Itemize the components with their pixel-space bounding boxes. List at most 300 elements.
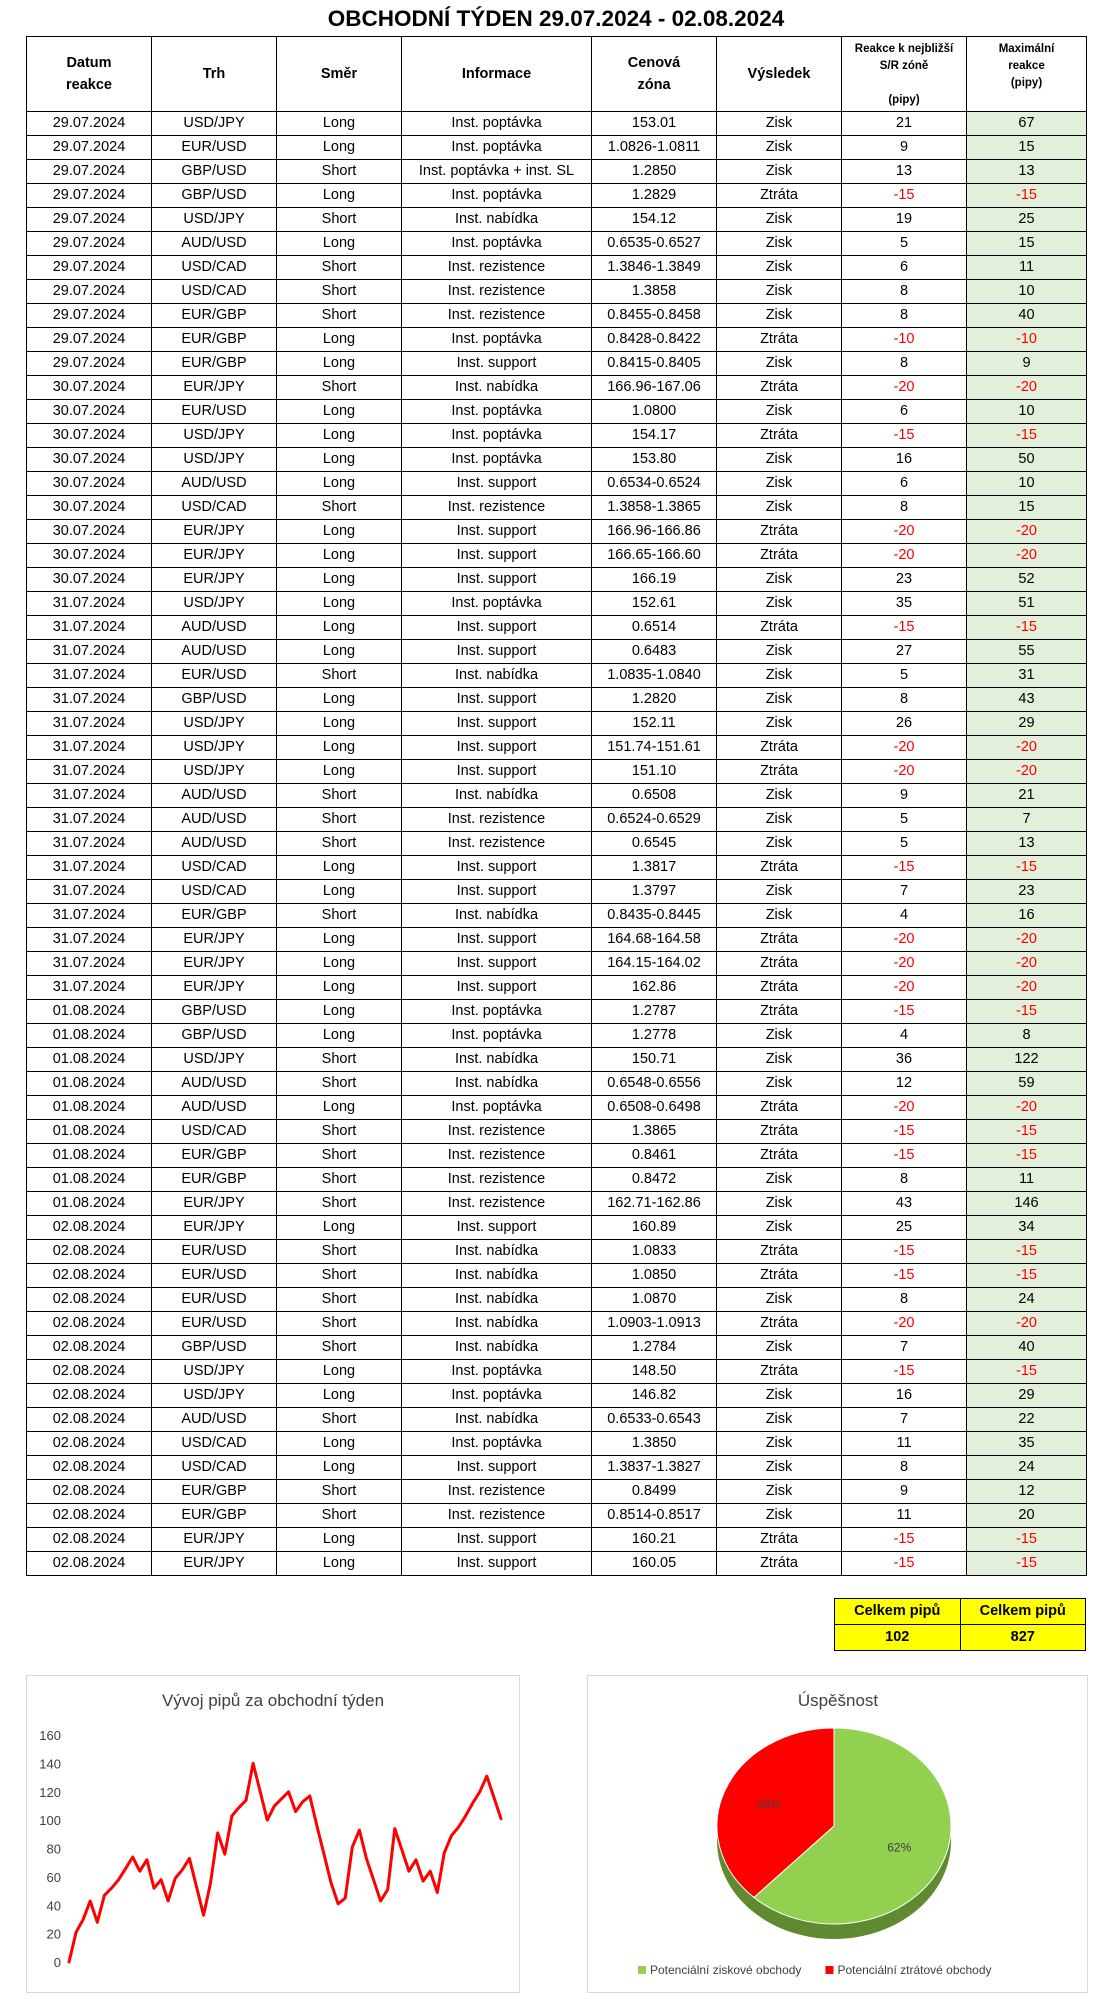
cell-date: 29.07.2024 bbox=[27, 328, 152, 352]
cell-date: 31.07.2024 bbox=[27, 616, 152, 640]
cell-direction: Long bbox=[277, 448, 402, 472]
cell-result: Zisk bbox=[717, 1408, 842, 1432]
cell-max-reaction: 15 bbox=[967, 232, 1087, 256]
cell-date: 29.07.2024 bbox=[27, 136, 152, 160]
cell-result: Ztráta bbox=[717, 1360, 842, 1384]
cell-pair: USD/JPY bbox=[152, 712, 277, 736]
cell-info: Inst. rezistence bbox=[402, 304, 592, 328]
cell-info: Inst. poptávka bbox=[402, 184, 592, 208]
cell-info: Inst. support bbox=[402, 952, 592, 976]
cell-max-reaction: -15 bbox=[967, 1000, 1087, 1024]
cell-zone: 1.0850 bbox=[592, 1264, 717, 1288]
cell-date: 29.07.2024 bbox=[27, 232, 152, 256]
cell-pair: EUR/JPY bbox=[152, 520, 277, 544]
cell-max-reaction: 8 bbox=[967, 1024, 1087, 1048]
cell-max-reaction: 43 bbox=[967, 688, 1087, 712]
cell-pair: USD/JPY bbox=[152, 592, 277, 616]
cell-result: Zisk bbox=[717, 160, 842, 184]
line-chart-title: Vývoj pipů za obchodní týden bbox=[161, 1691, 385, 1710]
cell-direction: Long bbox=[277, 856, 402, 880]
cell-zone: 1.2787 bbox=[592, 1000, 717, 1024]
cell-result: Zisk bbox=[717, 592, 842, 616]
cell-pair: EUR/USD bbox=[152, 664, 277, 688]
cell-info: Inst. poptávka bbox=[402, 1096, 592, 1120]
cell-info: Inst. support bbox=[402, 976, 592, 1000]
table-row bbox=[27, 712, 1087, 736]
table-row bbox=[27, 1288, 1087, 1312]
cell-date: 02.08.2024 bbox=[27, 1552, 152, 1576]
table-row bbox=[27, 832, 1087, 856]
cell-direction: Short bbox=[277, 376, 402, 400]
cell-max-reaction: -15 bbox=[967, 1120, 1087, 1144]
table-body bbox=[27, 112, 1087, 1576]
cell-date: 01.08.2024 bbox=[27, 1024, 152, 1048]
cell-date: 29.07.2024 bbox=[27, 352, 152, 376]
cell-pair: AUD/USD bbox=[152, 1096, 277, 1120]
cell-pair: EUR/GBP bbox=[152, 1144, 277, 1168]
table-row bbox=[27, 760, 1087, 784]
cell-zone: 1.3846-1.3849 bbox=[592, 256, 717, 280]
cell-info: Inst. poptávka bbox=[402, 1024, 592, 1048]
table-row bbox=[27, 544, 1087, 568]
cell-direction: Long bbox=[277, 352, 402, 376]
cell-direction: Long bbox=[277, 640, 402, 664]
cell-direction: Short bbox=[277, 1408, 402, 1432]
cell-direction: Long bbox=[277, 976, 402, 1000]
cell-info: Inst. support bbox=[402, 856, 592, 880]
cell-direction: Short bbox=[277, 832, 402, 856]
cell-date: 30.07.2024 bbox=[27, 424, 152, 448]
cell-pair: EUR/GBP bbox=[152, 352, 277, 376]
cell-info: Inst. support bbox=[402, 1456, 592, 1480]
table-row bbox=[27, 1456, 1087, 1480]
cell-pair: AUD/USD bbox=[152, 1072, 277, 1096]
cell-pair: EUR/USD bbox=[152, 1312, 277, 1336]
cell-date: 31.07.2024 bbox=[27, 952, 152, 976]
cell-date: 01.08.2024 bbox=[27, 1048, 152, 1072]
cell-max-reaction: -20 bbox=[967, 376, 1087, 400]
cell-zone: 1.2778 bbox=[592, 1024, 717, 1048]
cell-result: Ztráta bbox=[717, 424, 842, 448]
cell-reaction: 6 bbox=[842, 256, 967, 280]
cell-direction: Long bbox=[277, 520, 402, 544]
cell-direction: Short bbox=[277, 1168, 402, 1192]
cell-reaction: 36 bbox=[842, 1048, 967, 1072]
cell-pair: GBP/USD bbox=[152, 1336, 277, 1360]
cell-direction: Short bbox=[277, 304, 402, 328]
cell-date: 30.07.2024 bbox=[27, 496, 152, 520]
cell-max-reaction: 52 bbox=[967, 568, 1087, 592]
cell-date: 31.07.2024 bbox=[27, 712, 152, 736]
cell-result: Ztráta bbox=[717, 520, 842, 544]
cell-zone: 0.8415-0.8405 bbox=[592, 352, 717, 376]
table-row bbox=[27, 304, 1087, 328]
cell-date: 31.07.2024 bbox=[27, 664, 152, 688]
cell-direction: Long bbox=[277, 1360, 402, 1384]
cell-max-reaction: -15 bbox=[967, 856, 1087, 880]
cell-reaction: -20 bbox=[842, 376, 967, 400]
cell-reaction: 25 bbox=[842, 1216, 967, 1240]
total-reaction-label: Celkem pipů bbox=[835, 1599, 961, 1625]
cell-pair: AUD/USD bbox=[152, 472, 277, 496]
cell-pair: USD/CAD bbox=[152, 1432, 277, 1456]
cell-max-reaction: -15 bbox=[967, 184, 1087, 208]
cell-zone: 0.8472 bbox=[592, 1168, 717, 1192]
cell-pair: USD/JPY bbox=[152, 208, 277, 232]
total-max-value: 827 bbox=[960, 1625, 1086, 1651]
cell-zone: 151.74-151.61 bbox=[592, 736, 717, 760]
cell-pair: EUR/USD bbox=[152, 1288, 277, 1312]
table-row bbox=[27, 328, 1087, 352]
cell-result: Zisk bbox=[717, 784, 842, 808]
cell-max-reaction: -20 bbox=[967, 760, 1087, 784]
cell-direction: Long bbox=[277, 232, 402, 256]
table-row bbox=[27, 952, 1087, 976]
table-row bbox=[27, 928, 1087, 952]
cell-reaction: 6 bbox=[842, 400, 967, 424]
cell-max-reaction: 15 bbox=[967, 136, 1087, 160]
cell-date: 02.08.2024 bbox=[27, 1456, 152, 1480]
table-row bbox=[27, 664, 1087, 688]
cell-pair: GBP/USD bbox=[152, 160, 277, 184]
cell-date: 30.07.2024 bbox=[27, 376, 152, 400]
cell-reaction: 16 bbox=[842, 1384, 967, 1408]
cell-max-reaction: 15 bbox=[967, 496, 1087, 520]
table-row bbox=[27, 976, 1087, 1000]
cell-reaction: 5 bbox=[842, 808, 967, 832]
cell-date: 02.08.2024 bbox=[27, 1480, 152, 1504]
cell-info: Inst. support bbox=[402, 712, 592, 736]
cell-direction: Long bbox=[277, 1552, 402, 1576]
cell-zone: 164.68-164.58 bbox=[592, 928, 717, 952]
cell-pair: AUD/USD bbox=[152, 784, 277, 808]
total-reaction-value: 102 bbox=[835, 1625, 961, 1651]
cell-result: Ztráta bbox=[717, 952, 842, 976]
table-row bbox=[27, 520, 1087, 544]
cell-max-reaction: 29 bbox=[967, 712, 1087, 736]
cell-direction: Long bbox=[277, 592, 402, 616]
table-row bbox=[27, 1072, 1087, 1096]
table-row bbox=[27, 568, 1087, 592]
cell-reaction: 13 bbox=[842, 160, 967, 184]
cell-pair: EUR/GBP bbox=[152, 904, 277, 928]
cell-info: Inst. nabídka bbox=[402, 376, 592, 400]
cell-info: Inst. nabídka bbox=[402, 1408, 592, 1432]
page-title: OBCHODNÍ TÝDEN 29.07.2024 - 02.08.2024 bbox=[327, 6, 785, 31]
cell-reaction: -10 bbox=[842, 328, 967, 352]
cell-zone: 1.3817 bbox=[592, 856, 717, 880]
cell-pair: EUR/JPY bbox=[152, 568, 277, 592]
cell-date: 29.07.2024 bbox=[27, 184, 152, 208]
cell-reaction: -15 bbox=[842, 1528, 967, 1552]
cell-result: Zisk bbox=[717, 1480, 842, 1504]
cell-zone: 154.12 bbox=[592, 208, 717, 232]
table-header-row bbox=[27, 37, 1087, 112]
cell-direction: Short bbox=[277, 1288, 402, 1312]
cell-result: Zisk bbox=[717, 808, 842, 832]
table-row bbox=[27, 376, 1087, 400]
table-row bbox=[27, 592, 1087, 616]
cell-info: Inst. support bbox=[402, 616, 592, 640]
cell-reaction: -20 bbox=[842, 1312, 967, 1336]
table-row bbox=[27, 136, 1087, 160]
cell-zone: 1.0870 bbox=[592, 1288, 717, 1312]
cell-info: Inst. support bbox=[402, 352, 592, 376]
cell-info: Inst. nabídka bbox=[402, 664, 592, 688]
cell-zone: 152.61 bbox=[592, 592, 717, 616]
cell-max-reaction: 13 bbox=[967, 160, 1087, 184]
cell-reaction: -15 bbox=[842, 1552, 967, 1576]
cell-result: Ztráta bbox=[717, 976, 842, 1000]
cell-result: Ztráta bbox=[717, 616, 842, 640]
cell-max-reaction: -15 bbox=[967, 424, 1087, 448]
cell-pair: AUD/USD bbox=[152, 616, 277, 640]
table-row bbox=[27, 1480, 1087, 1504]
table-row bbox=[27, 688, 1087, 712]
trades-table bbox=[26, 36, 1087, 1576]
cell-zone: 1.2784 bbox=[592, 1336, 717, 1360]
cell-direction: Long bbox=[277, 544, 402, 568]
cell-pair: USD/JPY bbox=[152, 112, 277, 136]
table-row bbox=[27, 1552, 1087, 1576]
cell-direction: Short bbox=[277, 1336, 402, 1360]
cell-zone: 0.6534-0.6524 bbox=[592, 472, 717, 496]
cell-reaction: 43 bbox=[842, 1192, 967, 1216]
cell-date: 31.07.2024 bbox=[27, 736, 152, 760]
cell-zone: 0.6508-0.6498 bbox=[592, 1096, 717, 1120]
cell-result: Zisk bbox=[717, 496, 842, 520]
table-row bbox=[27, 1312, 1087, 1336]
cell-reaction: -20 bbox=[842, 928, 967, 952]
cell-reaction: 7 bbox=[842, 1408, 967, 1432]
cell-reaction: 9 bbox=[842, 784, 967, 808]
cell-info: Inst. rezistence bbox=[402, 256, 592, 280]
cell-reaction: 7 bbox=[842, 1336, 967, 1360]
cell-max-reaction: -15 bbox=[967, 1528, 1087, 1552]
line-chart bbox=[27, 1676, 519, 1992]
legend-swatch-loss bbox=[825, 1966, 833, 1974]
cell-date: 31.07.2024 bbox=[27, 640, 152, 664]
cell-result: Ztráta bbox=[717, 1240, 842, 1264]
cell-max-reaction: -15 bbox=[967, 1240, 1087, 1264]
cell-max-reaction: -15 bbox=[967, 1360, 1087, 1384]
cell-result: Ztráta bbox=[717, 1312, 842, 1336]
cell-reaction: 8 bbox=[842, 280, 967, 304]
cell-max-reaction: 146 bbox=[967, 1192, 1087, 1216]
cell-max-reaction: -20 bbox=[967, 736, 1087, 760]
cell-direction: Long bbox=[277, 760, 402, 784]
y-tick-label: 140 bbox=[39, 1756, 61, 1772]
cell-direction: Long bbox=[277, 328, 402, 352]
cell-date: 01.08.2024 bbox=[27, 1192, 152, 1216]
table-row bbox=[27, 208, 1087, 232]
cell-max-reaction: 55 bbox=[967, 640, 1087, 664]
cell-reaction: 23 bbox=[842, 568, 967, 592]
table-row bbox=[27, 280, 1087, 304]
cell-zone: 0.6548-0.6556 bbox=[592, 1072, 717, 1096]
cell-max-reaction: -20 bbox=[967, 928, 1087, 952]
cell-reaction: -15 bbox=[842, 184, 967, 208]
cell-result: Ztráta bbox=[717, 760, 842, 784]
cell-info: Inst. poptávka bbox=[402, 1432, 592, 1456]
cell-result: Zisk bbox=[717, 280, 842, 304]
cell-date: 01.08.2024 bbox=[27, 1168, 152, 1192]
cell-pair: EUR/GBP bbox=[152, 304, 277, 328]
cell-date: 31.07.2024 bbox=[27, 784, 152, 808]
table-row bbox=[27, 1096, 1087, 1120]
cell-result: Ztráta bbox=[717, 1528, 842, 1552]
cell-reaction: -15 bbox=[842, 424, 967, 448]
cell-pair: USD/JPY bbox=[152, 736, 277, 760]
cell-date: 01.08.2024 bbox=[27, 1000, 152, 1024]
cell-result: Zisk bbox=[717, 688, 842, 712]
cell-zone: 1.0833 bbox=[592, 1240, 717, 1264]
cell-zone: 1.0800 bbox=[592, 400, 717, 424]
cell-date: 31.07.2024 bbox=[27, 688, 152, 712]
cell-date: 30.07.2024 bbox=[27, 544, 152, 568]
cell-direction: Short bbox=[277, 808, 402, 832]
cell-max-reaction: 12 bbox=[967, 1480, 1087, 1504]
cell-date: 02.08.2024 bbox=[27, 1264, 152, 1288]
y-tick-label: 60 bbox=[46, 1869, 61, 1885]
cell-pair: AUD/USD bbox=[152, 232, 277, 256]
total-max-label: Celkem pipů bbox=[960, 1599, 1086, 1625]
table-row bbox=[27, 856, 1087, 880]
cell-info: Inst. support bbox=[402, 1528, 592, 1552]
cell-pair: GBP/USD bbox=[152, 1024, 277, 1048]
legend-label-loss: Potenciální ztrátové obchody bbox=[837, 1963, 992, 1977]
cell-zone: 0.6483 bbox=[592, 640, 717, 664]
table-row bbox=[27, 1024, 1087, 1048]
cell-date: 29.07.2024 bbox=[27, 304, 152, 328]
cell-pair: EUR/GBP bbox=[152, 328, 277, 352]
cell-zone: 154.17 bbox=[592, 424, 717, 448]
cell-info: Inst. support bbox=[402, 760, 592, 784]
cell-reaction: -15 bbox=[842, 1240, 967, 1264]
cell-max-reaction: -20 bbox=[967, 544, 1087, 568]
cell-max-reaction: 9 bbox=[967, 352, 1087, 376]
table-row bbox=[27, 184, 1087, 208]
cell-zone: 162.71-162.86 bbox=[592, 1192, 717, 1216]
cell-direction: Long bbox=[277, 928, 402, 952]
cell-reaction: 8 bbox=[842, 496, 967, 520]
table-row bbox=[27, 1360, 1087, 1384]
cell-direction: Long bbox=[277, 688, 402, 712]
cell-direction: Short bbox=[277, 1264, 402, 1288]
cell-info: Inst. poptávka bbox=[402, 448, 592, 472]
cell-zone: 160.89 bbox=[592, 1216, 717, 1240]
cell-zone: 152.11 bbox=[592, 712, 717, 736]
cell-result: Zisk bbox=[717, 712, 842, 736]
cell-direction: Long bbox=[277, 400, 402, 424]
cell-result: Zisk bbox=[717, 1456, 842, 1480]
cell-reaction: 4 bbox=[842, 904, 967, 928]
cell-max-reaction: -20 bbox=[967, 952, 1087, 976]
cell-zone: 0.6545 bbox=[592, 832, 717, 856]
cell-max-reaction: 13 bbox=[967, 832, 1087, 856]
cell-direction: Short bbox=[277, 784, 402, 808]
cell-info: Inst. nabídka bbox=[402, 1264, 592, 1288]
cell-reaction: 12 bbox=[842, 1072, 967, 1096]
cell-direction: Long bbox=[277, 1096, 402, 1120]
cell-zone: 153.01 bbox=[592, 112, 717, 136]
cell-result: Zisk bbox=[717, 232, 842, 256]
cell-direction: Short bbox=[277, 1048, 402, 1072]
cell-reaction: -20 bbox=[842, 520, 967, 544]
legend-label-profit: Potenciální ziskové obchody bbox=[650, 1963, 802, 1977]
cell-max-reaction: -20 bbox=[967, 1312, 1087, 1336]
cell-date: 29.07.2024 bbox=[27, 256, 152, 280]
cell-max-reaction: -20 bbox=[967, 976, 1087, 1000]
cell-result: Zisk bbox=[717, 640, 842, 664]
cell-reaction: -15 bbox=[842, 1000, 967, 1024]
cell-zone: 160.05 bbox=[592, 1552, 717, 1576]
cell-direction: Long bbox=[277, 736, 402, 760]
cell-result: Ztráta bbox=[717, 856, 842, 880]
cell-pair: USD/CAD bbox=[152, 1456, 277, 1480]
cell-direction: Long bbox=[277, 1000, 402, 1024]
cell-reaction: 4 bbox=[842, 1024, 967, 1048]
cell-date: 30.07.2024 bbox=[27, 400, 152, 424]
cell-reaction: 8 bbox=[842, 304, 967, 328]
cell-result: Zisk bbox=[717, 832, 842, 856]
cell-zone: 1.0835-1.0840 bbox=[592, 664, 717, 688]
cell-reaction: -20 bbox=[842, 1096, 967, 1120]
cell-pair: EUR/USD bbox=[152, 136, 277, 160]
cell-info: Inst. support bbox=[402, 928, 592, 952]
cell-max-reaction: 35 bbox=[967, 1432, 1087, 1456]
cell-date: 02.08.2024 bbox=[27, 1528, 152, 1552]
cell-result: Zisk bbox=[717, 136, 842, 160]
cell-reaction: 26 bbox=[842, 712, 967, 736]
cell-pair: USD/JPY bbox=[152, 1384, 277, 1408]
cell-reaction: 8 bbox=[842, 352, 967, 376]
cell-direction: Long bbox=[277, 952, 402, 976]
cell-reaction: 11 bbox=[842, 1504, 967, 1528]
series-line bbox=[69, 1763, 501, 1962]
cell-zone: 0.8499 bbox=[592, 1480, 717, 1504]
cell-date: 02.08.2024 bbox=[27, 1432, 152, 1456]
cell-pair: EUR/JPY bbox=[152, 928, 277, 952]
cell-pair: EUR/JPY bbox=[152, 544, 277, 568]
cell-result: Zisk bbox=[717, 1192, 842, 1216]
cell-direction: Short bbox=[277, 664, 402, 688]
cell-zone: 150.71 bbox=[592, 1048, 717, 1072]
cell-reaction: -15 bbox=[842, 1120, 967, 1144]
cell-date: 30.07.2024 bbox=[27, 568, 152, 592]
cell-pair: EUR/JPY bbox=[152, 1552, 277, 1576]
cell-pair: EUR/GBP bbox=[152, 1504, 277, 1528]
cell-direction: Long bbox=[277, 568, 402, 592]
cell-date: 02.08.2024 bbox=[27, 1504, 152, 1528]
cell-max-reaction: 67 bbox=[967, 112, 1087, 136]
cell-reaction: -20 bbox=[842, 736, 967, 760]
header-zone: Cenová zóna bbox=[592, 37, 717, 112]
cell-pair: AUD/USD bbox=[152, 808, 277, 832]
header-direction: Směr bbox=[277, 37, 402, 112]
cell-pair: USD/CAD bbox=[152, 496, 277, 520]
cell-zone: 164.15-164.02 bbox=[592, 952, 717, 976]
cell-pair: USD/JPY bbox=[152, 1360, 277, 1384]
cell-pair: USD/CAD bbox=[152, 1120, 277, 1144]
y-tick-label: 100 bbox=[39, 1813, 61, 1829]
cell-pair: USD/CAD bbox=[152, 880, 277, 904]
cell-pair: EUR/USD bbox=[152, 1240, 277, 1264]
totals-table bbox=[834, 1598, 1086, 1651]
legend-swatch-profit bbox=[638, 1966, 646, 1974]
cell-info: Inst. nabídka bbox=[402, 1072, 592, 1096]
cell-date: 01.08.2024 bbox=[27, 1072, 152, 1096]
